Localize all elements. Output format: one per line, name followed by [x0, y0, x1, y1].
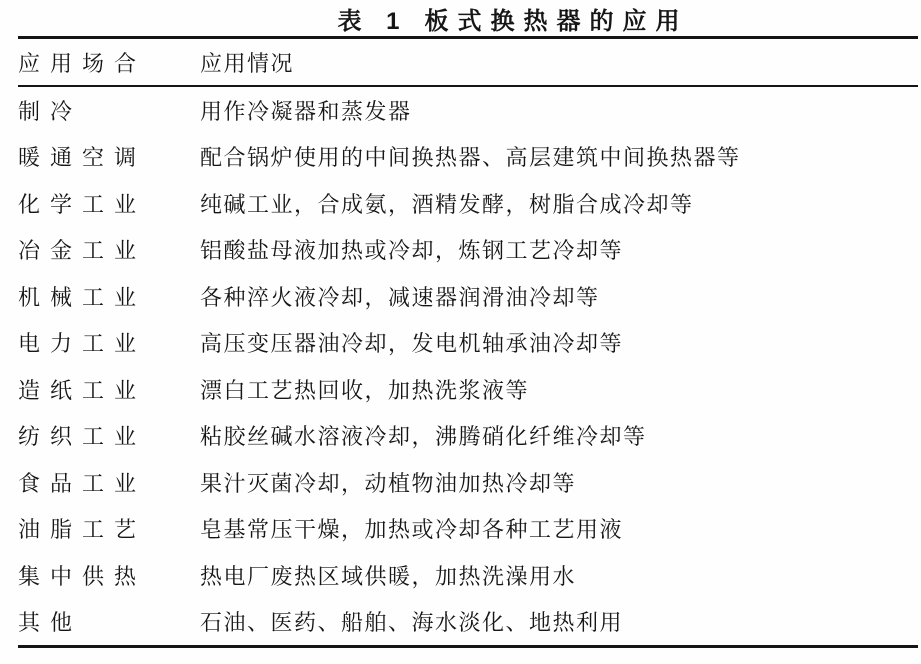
table-row	[18, 506, 918, 553]
table-row	[18, 366, 918, 413]
table-row	[18, 134, 918, 181]
application-cell: 皂基常压干燥，加热或冷却各种工艺用液	[200, 517, 624, 543]
header-scenario: 应用场合	[18, 50, 147, 76]
application-cell: 果汁灭菌冷却，动植物油加热冷却等	[200, 470, 577, 496]
table-row	[18, 413, 918, 460]
application-cell: 用作冷凝器和蒸发器	[200, 98, 412, 124]
table-caption	[0, 0, 921, 36]
applications-table	[18, 36, 918, 648]
table-row	[18, 227, 918, 274]
table-row	[18, 459, 918, 506]
application-cell: 纯碱工业，合成氨，酒精发酵，树脂合成冷却等	[200, 191, 694, 217]
application-cell: 各种淬火液冷却，减速器润滑油冷却等	[200, 284, 600, 310]
scenario-cell: 制冷	[18, 98, 83, 124]
scenario-cell: 其他	[18, 610, 83, 636]
scenario-cell: 食品工业	[18, 470, 147, 496]
application-cell: 石油、医药、船舶、海水淡化、地热利用	[200, 610, 624, 636]
table-row	[18, 180, 918, 227]
table-body	[18, 87, 918, 648]
application-cell: 热电厂废热区域供暖，加热洗澡用水	[200, 563, 577, 589]
table-title: 板式换热器的应用	[424, 7, 689, 35]
table-row	[18, 273, 918, 320]
scenario-cell: 电力工业	[18, 331, 147, 357]
scenario-cell: 暖通空调	[18, 145, 147, 171]
table-number: 表 1	[337, 7, 409, 35]
table-row	[18, 87, 918, 134]
table-header-row	[18, 39, 918, 87]
application-cell: 配合锅炉使用的中间换热器、高层建筑中间换热器等	[200, 145, 741, 171]
scenario-cell: 冶金工业	[18, 238, 147, 264]
application-cell: 高压变压器油冷却，发电机轴承油冷却等	[200, 331, 624, 357]
table-row	[18, 599, 918, 646]
scenario-cell: 造纸工业	[18, 377, 147, 403]
application-cell: 粘胶丝碱水溶液冷却，沸腾硝化纤维冷却等	[200, 424, 647, 450]
table-row	[18, 320, 918, 367]
scenario-cell: 油脂工艺	[18, 517, 147, 543]
scenario-cell: 集中供热	[18, 563, 147, 589]
application-cell: 漂白工艺热回收，加热洗浆液等	[200, 377, 530, 403]
table-row	[18, 552, 918, 599]
scenario-cell: 机械工业	[18, 284, 147, 310]
header-application: 应用情况	[200, 50, 295, 76]
application-cell: 铝酸盐母液加热或冷却，炼钢工艺冷却等	[200, 238, 624, 264]
scenario-cell: 纺织工业	[18, 424, 147, 450]
scenario-cell: 化学工业	[18, 191, 147, 217]
